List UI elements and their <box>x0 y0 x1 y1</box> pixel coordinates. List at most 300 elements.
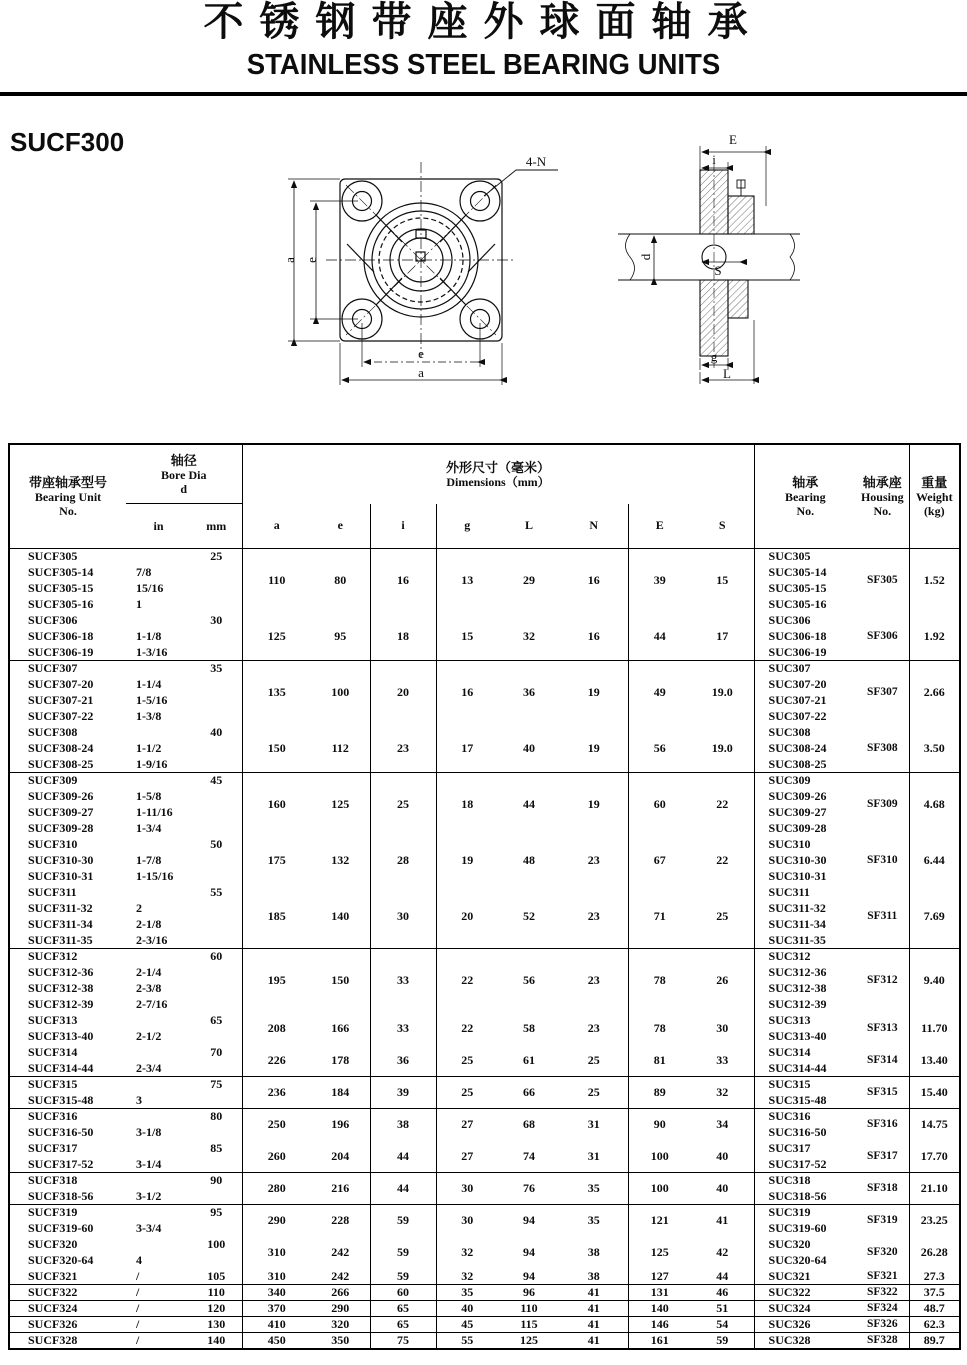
weight-kg: 23.25 <box>909 1205 960 1237</box>
bore-dia-in: 2-1/2 <box>136 1029 162 1043</box>
dim-value-g: 30 <box>461 1213 474 1228</box>
dim-value-i: 65 <box>370 1317 436 1333</box>
dim-value-N: 16 <box>587 628 600 643</box>
bearing-group <box>9 1109 960 1141</box>
col-header-weight-en: Weight <box>915 490 953 504</box>
housing-no: SF306 <box>866 629 898 642</box>
dim-value-E: 81 <box>628 1045 691 1077</box>
table-header <box>9 444 960 549</box>
bearing-unit-no: SUCF306-19 <box>28 644 94 659</box>
bearing-unit-no: SUCF311 <box>28 885 77 899</box>
bearing-group <box>9 549 960 613</box>
col-header-dim-g: g <box>464 518 471 533</box>
dim-value-L: 29 <box>523 573 536 588</box>
bearing-unit-no: SUCF310-31 <box>28 869 94 883</box>
dim-value-i: 36 <box>370 1045 436 1077</box>
bore-dia-mm <box>191 1189 242 1205</box>
dim-value-L: 115 <box>520 1317 538 1331</box>
weight-kg: 62.3 <box>909 1317 960 1333</box>
bore-dia-mm: 55 <box>191 885 242 901</box>
bore-dia-in: / <box>136 1268 140 1283</box>
dim-value-L: 110 <box>520 1301 538 1315</box>
weight-kg: 9.40 <box>909 949 960 1013</box>
bearing-no: SUC313-40 <box>754 1029 856 1045</box>
col-header-bearing-cn: 轴承 <box>792 475 819 490</box>
dim-value-S: 26 <box>716 973 729 988</box>
dim-value-a: 150 <box>267 740 286 755</box>
bore-dia-mm: 25 <box>191 549 242 565</box>
bearing-no: SUC310-31 <box>754 869 856 885</box>
dim-value-g: 13 <box>461 573 474 588</box>
bearing-unit-no: SUCF322 <box>28 1285 78 1299</box>
bore-dia-in: 1-1/8 <box>136 629 162 643</box>
dim-value-g: 32 <box>461 1245 474 1259</box>
dim-value-L: 32 <box>523 628 536 643</box>
dim-value-S: 51 <box>716 1301 729 1315</box>
bearing-unit-no: SUCF306-18 <box>28 629 94 643</box>
bearing-unit-no: SUCF326 <box>28 1317 78 1331</box>
bearing-group <box>9 1301 960 1317</box>
bearing-group <box>9 1237 960 1269</box>
bearing-group <box>9 773 960 837</box>
bore-dia-mm <box>191 933 242 949</box>
bore-dia-in <box>126 773 191 789</box>
bearing-no: SUC320 <box>754 1237 856 1253</box>
bore-dia-mm <box>191 917 242 933</box>
dim-value-g: 45 <box>461 1317 474 1331</box>
dim-value-N: 41 <box>587 1332 600 1347</box>
lobe-wing <box>440 278 466 305</box>
col-header-dims-en: Dimensions（mm） <box>446 474 550 489</box>
dim-value-E: 67 <box>628 837 691 885</box>
dim-value-N: 23 <box>587 908 600 923</box>
dim-label-i: i <box>712 152 716 167</box>
dim-value-L: 52 <box>523 908 536 923</box>
dim-value-i: 25 <box>370 773 436 837</box>
bore-dia-in <box>126 725 191 741</box>
dim-value-S: 46 <box>716 1285 729 1299</box>
bearing-no: SUC310-30 <box>754 853 856 869</box>
bearing-group <box>9 1013 960 1045</box>
bore-dia-mm <box>191 1221 242 1237</box>
dim-value-L: 94 <box>523 1268 536 1283</box>
dim-value-L: 94 <box>523 1213 536 1228</box>
housing-no: SF326 <box>866 1318 898 1330</box>
bearing-unit-no: SUCF316 <box>28 1109 78 1124</box>
col-header-dimensions <box>242 444 754 504</box>
dim-value-i: 18 <box>370 613 436 661</box>
dim-value-E: 146 <box>628 1317 691 1333</box>
bearing-unit-no: SUCF318-56 <box>28 1188 94 1203</box>
bore-dia-in: / <box>136 1317 140 1331</box>
bearing-unit-no: SUCF321 <box>28 1268 78 1283</box>
dim-value-E: 78 <box>628 949 691 1013</box>
dim-value-e: 290 <box>331 1301 350 1315</box>
bearing-unit-no: SUCF319-60 <box>28 1221 94 1235</box>
weight-kg: 37.5 <box>909 1285 960 1301</box>
bore-dia-mm: 45 <box>191 773 242 789</box>
dim-value-i: 65 <box>370 1301 436 1317</box>
bore-dia-in: 1-9/16 <box>136 756 168 771</box>
bearing-no: SUC313 <box>754 1013 856 1029</box>
col-header-bore-cn: 轴径 <box>170 452 197 468</box>
bearing-unit-no: SUCF310 <box>28 837 78 851</box>
bearing-unit-no: SUCF320-64 <box>28 1253 94 1267</box>
dim-value-N: 25 <box>587 1052 600 1067</box>
weight-kg: 89.7 <box>909 1333 960 1349</box>
dim-value-L: 44 <box>523 797 536 812</box>
bore-dia-mm <box>191 901 242 917</box>
bearing-unit-no: SUCF316-50 <box>28 1125 94 1139</box>
bore-dia-in <box>126 885 191 901</box>
bore-dia-mm: 30 <box>191 613 242 629</box>
col-header-bearing-unit-en2: No. <box>59 504 77 518</box>
housing-no: SF321 <box>866 1269 898 1282</box>
bore-dia-in <box>126 549 191 565</box>
col-header-bearing-unit-cn: 带座轴承型号 <box>28 475 107 490</box>
bore-dia-in: 4 <box>136 1253 142 1267</box>
spec-row <box>9 1045 960 1061</box>
dim-value-g: 30 <box>461 1181 474 1195</box>
bore-dia-in: 15/16 <box>136 581 164 595</box>
col-header-dim-a: a <box>273 518 280 533</box>
bearing-no: SUC306 <box>754 613 856 629</box>
dim-value-N: 31 <box>587 1117 600 1132</box>
lobe-wing <box>376 215 402 242</box>
dim-value-a: 310 <box>267 1245 286 1259</box>
dim-value-i: 59 <box>370 1237 436 1269</box>
bearing-unit-no: SUCF309-26 <box>28 789 94 803</box>
bearing-unit-no: SUCF310-30 <box>28 853 94 867</box>
dim-value-N: 19 <box>587 740 600 755</box>
dim-value-e: 350 <box>331 1332 350 1347</box>
dim-value-E: 161 <box>628 1333 691 1349</box>
weight-kg: 15.40 <box>909 1077 960 1109</box>
bore-dia-in: 1-3/16 <box>136 644 168 659</box>
dim-value-i: 33 <box>370 1013 436 1045</box>
bearing-no: SUC306-18 <box>754 629 856 645</box>
dim-value-S: 33 <box>716 1052 729 1067</box>
bearing-unit-no: SUCF315-48 <box>28 1092 94 1107</box>
bore-dia-in: 2-3/8 <box>136 981 162 995</box>
bearing-no: SUC308-25 <box>754 757 856 773</box>
weight-kg: 14.75 <box>909 1109 960 1141</box>
front-view-drawing <box>276 146 564 402</box>
bearing-no: SUC314-44 <box>754 1061 856 1077</box>
dim-value-N: 23 <box>587 973 600 988</box>
bearing-unit-no: SUCF314 <box>28 1045 78 1059</box>
dim-label-a-left: a <box>282 257 297 263</box>
bearing-unit-no: SUCF313 <box>28 1013 78 1027</box>
col-header-bearing-en2: No. <box>796 504 815 518</box>
bore-dia-in: 3-3/4 <box>136 1221 162 1235</box>
bore-dia-mm <box>191 997 242 1013</box>
bearing-group <box>9 885 960 949</box>
bore-dia-mm <box>191 597 242 613</box>
dim-value-i: 44 <box>370 1173 436 1205</box>
weight-kg: 1.92 <box>909 613 960 661</box>
dim-value-a: 310 <box>267 1268 286 1283</box>
spec-row <box>9 1077 960 1093</box>
col-header-bearing-unit-en: Bearing Unit <box>34 490 102 504</box>
series-label: SUCF300 <box>10 127 125 157</box>
dim-value-a: 110 <box>268 573 286 588</box>
bearing-no: SUC326 <box>754 1317 856 1333</box>
dim-value-g: 25 <box>461 1085 474 1099</box>
dim-value-L: 40 <box>523 740 536 755</box>
bearing-no: SUC308-24 <box>754 741 856 757</box>
dim-value-S: 22 <box>716 853 729 867</box>
bearing-unit-no: SUCF319 <box>28 1205 78 1220</box>
shaft-break <box>790 234 795 280</box>
dim-value-g: 18 <box>461 797 474 812</box>
bore-dia-mm: 90 <box>191 1173 242 1189</box>
housing-no: SF318 <box>866 1182 898 1194</box>
col-header-dim-i: i <box>370 504 436 549</box>
dim-value-E: 121 <box>628 1205 691 1237</box>
weight-kg: 3.50 <box>909 725 960 773</box>
housing-hub-section <box>728 196 754 234</box>
bearing-group <box>9 1173 960 1205</box>
housing-no: SF322 <box>866 1286 898 1298</box>
bearing-unit-no: SUCF312 <box>28 949 78 964</box>
dim-value-S: 32 <box>716 1085 729 1099</box>
dim-value-S: 17 <box>716 628 729 643</box>
dim-value-N: 35 <box>587 1181 600 1195</box>
dim-value-e: 228 <box>331 1213 350 1228</box>
col-header-in: in <box>126 504 191 549</box>
bearing-unit-no: SUCF307 <box>28 661 78 676</box>
dim-value-i: 28 <box>370 837 436 885</box>
weight-kg: 1.52 <box>909 549 960 613</box>
dim-value-L: 76 <box>523 1181 536 1195</box>
bearing-unit-no: SUCF308-25 <box>28 756 94 771</box>
dim-value-N: 23 <box>587 853 600 867</box>
bore-dia-in: / <box>136 1285 140 1299</box>
bore-dia-in <box>126 1045 191 1061</box>
dim-value-g: 27 <box>461 1117 474 1132</box>
col-header-bore-dia <box>126 444 242 504</box>
bore-dia-in: 3-1/4 <box>136 1156 162 1171</box>
dim-value-N: 19 <box>587 797 600 812</box>
dim-value-N: 19 <box>587 685 600 700</box>
bearing-no: SUC317-52 <box>754 1157 856 1173</box>
bore-dia-mm: 85 <box>191 1141 242 1157</box>
bore-dia-mm: 50 <box>191 837 242 853</box>
dim-value-a: 290 <box>267 1213 286 1228</box>
dim-value-g: 15 <box>461 628 474 643</box>
bore-dia-mm: 140 <box>191 1333 242 1349</box>
bearing-no: SUC311-35 <box>754 933 856 949</box>
bolt-count-label: 4-N <box>525 154 547 169</box>
housing-no: SF305 <box>866 574 898 587</box>
dim-value-e: 100 <box>331 685 350 700</box>
bore-dia-mm: 65 <box>191 1013 242 1029</box>
dim-value-E: 100 <box>628 1173 691 1205</box>
dim-value-g: 19 <box>461 853 474 867</box>
bore-dia-in: 1-15/16 <box>136 869 174 883</box>
dim-value-e: 80 <box>334 573 347 588</box>
spec-row <box>9 1301 960 1317</box>
bore-dia-in <box>126 1013 191 1029</box>
bearing-group <box>9 661 960 725</box>
title-divider-rule <box>0 92 967 96</box>
dim-value-S: 40 <box>716 1181 729 1195</box>
bearing-no: SUC319 <box>754 1205 856 1221</box>
bore-dia-mm <box>191 1125 242 1141</box>
bore-dia-mm: 110 <box>191 1285 242 1301</box>
dim-value-N: 16 <box>587 573 600 588</box>
housing-no: SF313 <box>866 1022 898 1034</box>
bore-dia-in: 2-3/16 <box>136 932 168 947</box>
bore-dia-mm: 70 <box>191 1045 242 1061</box>
lobe-wing <box>468 244 495 272</box>
dim-value-E: 127 <box>628 1269 691 1285</box>
bore-dia-in <box>126 1077 191 1093</box>
bearing-no: SUC311 <box>754 885 856 901</box>
dim-value-L: 94 <box>523 1245 536 1259</box>
bearing-no: SUC312-39 <box>754 997 856 1013</box>
weight-kg: 6.44 <box>909 837 960 885</box>
dim-value-N: 35 <box>587 1213 600 1228</box>
col-header-dim-L: L <box>525 518 534 533</box>
dim-value-L: 56 <box>523 973 536 988</box>
bearing-spec-table <box>8 443 961 1350</box>
dim-value-i: 59 <box>370 1269 436 1285</box>
col-header-bearing-no <box>754 444 856 549</box>
dim-value-E: 125 <box>628 1237 691 1269</box>
dim-value-S: 19.0 <box>711 685 733 700</box>
bearing-unit-no: SUCF308-24 <box>28 741 94 755</box>
dim-value-L: 68 <box>523 1117 536 1132</box>
bore-dia-in <box>126 949 191 965</box>
bearing-group <box>9 1205 960 1237</box>
dim-value-g: 40 <box>461 1301 474 1315</box>
bearing-unit-no: SUCF317-52 <box>28 1156 94 1171</box>
spec-row <box>9 773 960 789</box>
housing-no: SF316 <box>866 1118 898 1131</box>
bearing-no: SUC309-27 <box>754 805 856 821</box>
bearing-unit-no: SUCF309-28 <box>28 821 94 835</box>
dim-value-S: 42 <box>716 1245 729 1259</box>
dim-value-N: 41 <box>587 1317 600 1331</box>
bore-dia-mm: 95 <box>191 1205 242 1221</box>
dim-value-i: 30 <box>370 885 436 949</box>
weight-kg: 17.70 <box>909 1141 960 1173</box>
dim-value-e: 140 <box>331 908 350 923</box>
dim-value-e: 184 <box>331 1085 350 1099</box>
col-header-bearing-unit <box>9 444 126 549</box>
bearing-no: SUC312-38 <box>754 981 856 997</box>
bearing-no: SUC308 <box>754 725 856 741</box>
dim-value-L: 36 <box>523 685 536 700</box>
dim-value-e: 95 <box>334 628 347 643</box>
bearing-no: SUC316 <box>754 1109 856 1125</box>
bore-dia-in <box>126 1109 191 1125</box>
bearing-no: SUC310 <box>754 837 856 853</box>
dim-value-e: 178 <box>331 1052 350 1067</box>
dim-value-a: 160 <box>267 797 286 812</box>
housing-no: SF328 <box>866 1333 898 1346</box>
dim-value-E: 90 <box>628 1109 691 1141</box>
bearing-unit-no: SUCF320 <box>28 1237 78 1251</box>
dim-value-L: 74 <box>523 1148 536 1163</box>
dim-value-S: 54 <box>716 1317 729 1331</box>
bearing-no: SUC311-34 <box>754 917 856 933</box>
bearing-no: SUC320-64 <box>754 1253 856 1269</box>
dim-value-E: 140 <box>628 1301 691 1317</box>
bore-dia-in <box>126 613 191 629</box>
dim-value-E: 78 <box>628 1013 691 1045</box>
dim-value-E: 49 <box>628 661 691 725</box>
spec-row <box>9 949 960 965</box>
weight-kg: 13.40 <box>909 1045 960 1077</box>
dim-value-a: 195 <box>267 973 286 988</box>
spec-row <box>9 661 960 677</box>
spec-row <box>9 1285 960 1301</box>
bore-dia-mm: 130 <box>191 1317 242 1333</box>
spec-row <box>9 1237 960 1253</box>
dim-value-g: 22 <box>461 1021 474 1035</box>
bearing-group <box>9 1077 960 1109</box>
dim-value-L: 61 <box>523 1052 536 1067</box>
bearing-no: SUC319-60 <box>754 1221 856 1237</box>
hub-section-lower <box>728 280 748 318</box>
dim-value-S: 40 <box>716 1148 729 1163</box>
dim-value-a: 410 <box>267 1317 286 1331</box>
dim-label-a-bottom: a <box>418 365 424 380</box>
bearing-no: SUC316-50 <box>754 1125 856 1141</box>
bearing-group <box>9 1045 960 1077</box>
dim-value-i: 16 <box>370 549 436 613</box>
bearing-no: SUC307-20 <box>754 677 856 693</box>
bore-dia-mm <box>191 757 242 773</box>
bore-dia-in: / <box>136 1332 140 1347</box>
bore-dia-in: 2-1/4 <box>136 965 162 979</box>
bore-dia-mm <box>191 789 242 805</box>
weight-kg: 21.10 <box>909 1173 960 1205</box>
bore-dia-mm: 105 <box>191 1269 242 1285</box>
bore-dia-in <box>126 1205 191 1221</box>
dim-value-e: 196 <box>331 1117 350 1132</box>
dim-label-L: L <box>723 366 731 381</box>
dim-value-a: 260 <box>267 1148 286 1163</box>
weight-kg: 26.28 <box>909 1237 960 1269</box>
dim-value-E: 89 <box>628 1077 691 1109</box>
dim-label-e-bottom: e <box>418 346 424 361</box>
bore-dia-in: 7/8 <box>136 565 152 579</box>
dim-value-N: 38 <box>587 1245 600 1259</box>
bearing-no: SUC305-15 <box>754 581 856 597</box>
dim-value-L: 125 <box>520 1332 539 1347</box>
dim-value-a: 250 <box>267 1117 286 1132</box>
bore-dia-in: 1-7/8 <box>136 853 162 867</box>
dim-value-g: 25 <box>461 1052 474 1067</box>
col-header-bearing-en: Bearing <box>784 490 826 504</box>
bore-dia-in: 2-1/8 <box>136 917 162 931</box>
bearing-unit-no: SUCF305 <box>28 549 78 564</box>
bearing-unit-no: SUCF306 <box>28 613 78 627</box>
bore-dia-mm <box>191 1061 242 1077</box>
bearing-no: SUC324 <box>754 1301 856 1317</box>
bore-dia-mm <box>191 1253 242 1269</box>
bore-dia-in: 1 <box>136 597 142 611</box>
bearing-no: SUC312 <box>754 949 856 965</box>
bore-dia-in: 1-11/16 <box>136 805 173 819</box>
dim-value-i: 20 <box>370 661 436 725</box>
col-header-housing-no <box>856 444 909 549</box>
bearing-group <box>9 1269 960 1285</box>
